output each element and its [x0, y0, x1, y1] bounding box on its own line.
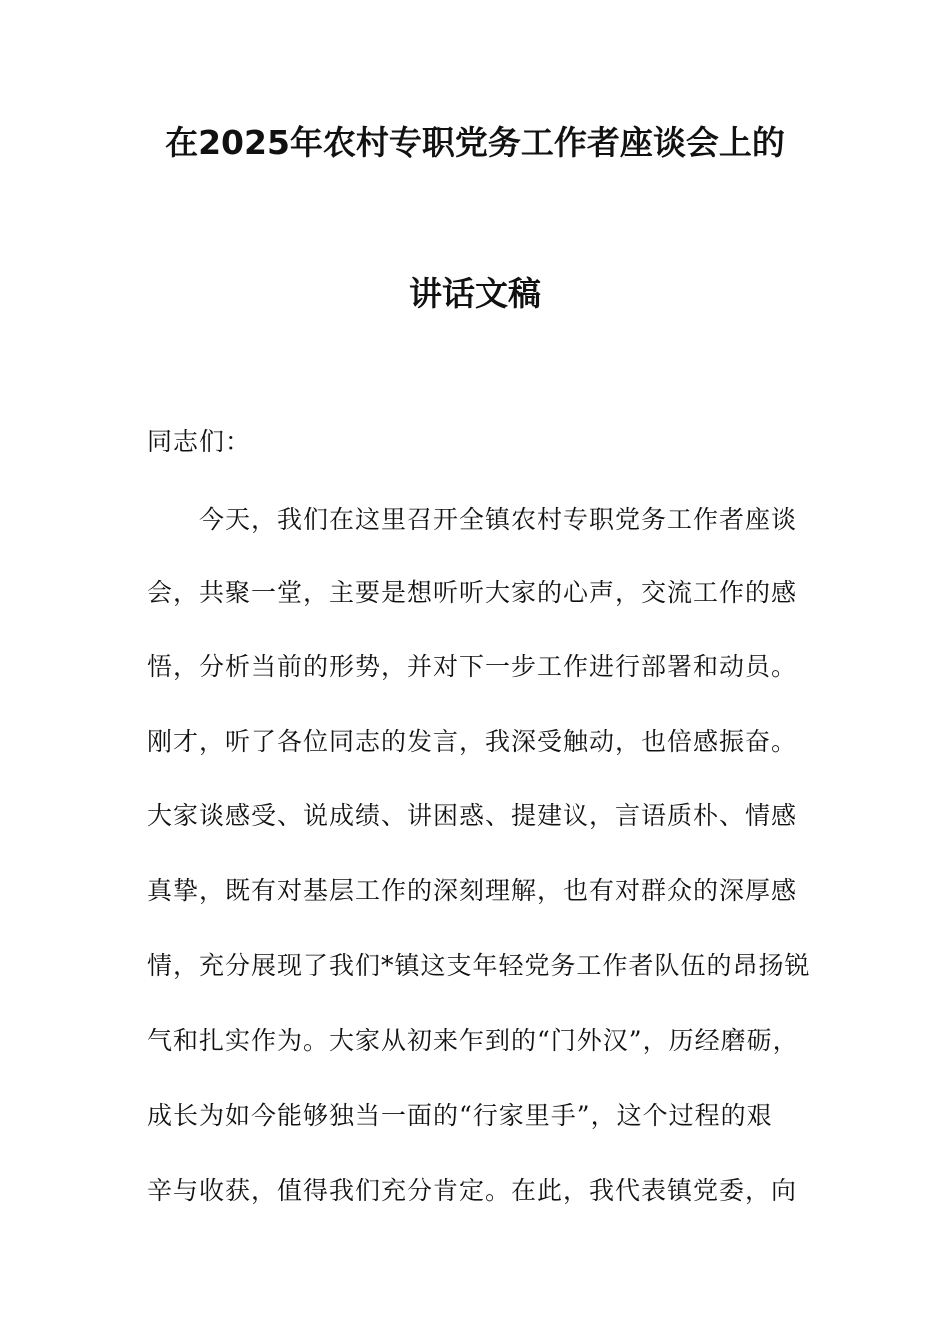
- body-line: 今天，我们在这里召开全镇农村专职党务工作者座谈: [147, 505, 798, 534]
- body-line: 成长为如今能够独当一面的“行家里手”，这个过程的艰: [147, 1101, 773, 1130]
- body-line: 辛与收获，值得我们充分肯定。在此，我代表镇党委，向: [147, 1176, 798, 1205]
- document-title-line-2: 讲话文稿: [409, 274, 541, 313]
- document-title-line-1: 在2025年农村专职党务工作者座谈会上的: [165, 123, 785, 162]
- body-line: 大家谈感受、说成绩、讲困惑、提建议，言语质朴、情感: [147, 801, 798, 830]
- body-line: 气和扎实作为。大家从初来乍到的“门外汉”，历经磨砺，: [147, 1026, 799, 1055]
- body-line: 会，共聚一堂，主要是想听听大家的心声，交流工作的感: [147, 578, 798, 607]
- body-line: 真挚，既有对基层工作的深刻理解，也有对群众的深厚感: [147, 876, 798, 905]
- body-line: 情，充分展现了我们*镇这支年轻党务工作者队伍的昂扬锐: [147, 951, 811, 980]
- salutation: 同志们：: [147, 427, 252, 456]
- body-line: 刚才，听了各位同志的发言，我深受触动，也倍感振奋。: [147, 727, 798, 756]
- body-line: 悟，分析当前的形势，并对下一步工作进行部署和动员。: [147, 652, 798, 681]
